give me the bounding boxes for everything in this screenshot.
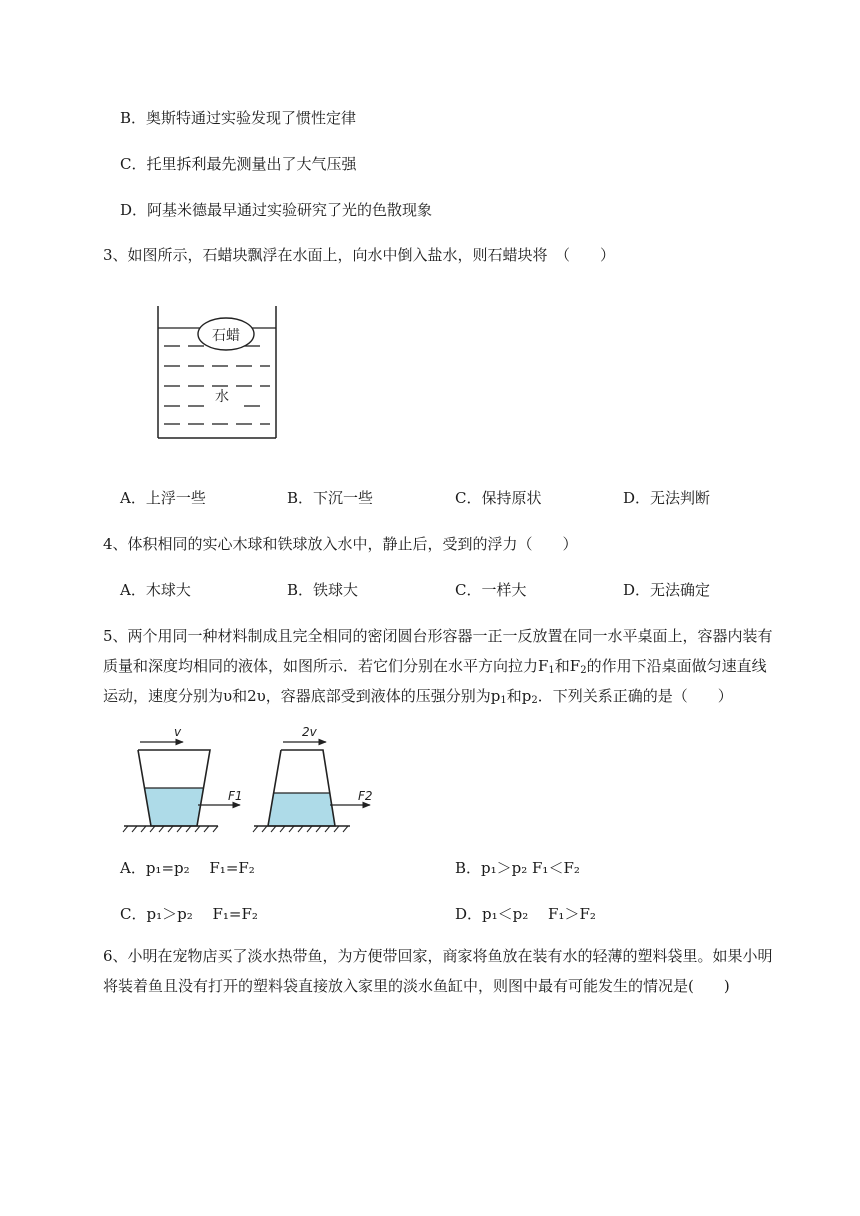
q3-stem: 3、如图所示，石蜡块飘浮在水面上，向水中倒入盐水，则石蜡块将 （ ） xyxy=(103,246,616,264)
q5-option-b: B．p₁＞p₂ F₁＜F₂ xyxy=(455,859,580,877)
q5-stem-line3: 运动，速度分别为υ和2υ，容器底部受到液体的压强分别为$p_1$和$p_2$．下列关系正确的是（ ） xyxy=(103,687,733,706)
q3-option-d: D．无法判断 xyxy=(623,489,711,507)
q5-option-c: C．p₁＞p₂ F₁=F₂ xyxy=(120,905,258,923)
force-label-1: F1 xyxy=(228,789,243,803)
q2-option-d: D．阿基米德最早通过实验研究了光的色散现象 xyxy=(120,201,433,219)
water-label: 水 xyxy=(215,389,229,405)
q5-figure-containers xyxy=(118,722,388,834)
container-2-water xyxy=(268,793,335,826)
q5-stem-line1: 5、两个用同一种材料制成且完全相同的密闭圆台形容器一正一反放置在同一水平桌面上，容器内装有 xyxy=(103,627,773,645)
q6-stem-line1: 6、小明在宠物店买了淡水热带鱼，为方便带回家，商家将鱼放在装有水的轻薄的塑料袋里。如果小明 xyxy=(103,947,773,965)
wax-label: 石蜡 xyxy=(212,328,240,344)
container-1-water xyxy=(145,788,204,826)
q3-option-a: A．上浮一些 xyxy=(120,489,206,507)
q3-option-b: B．下沉一些 xyxy=(287,489,374,507)
q2-option-c: C．托里拆利最先测量出了大气压强 xyxy=(120,155,357,173)
q4-option-b: B．铁球大 xyxy=(287,581,359,599)
q4-option-c: C．一样大 xyxy=(455,581,527,599)
force-label-2: F2 xyxy=(358,789,373,803)
q3-figure-beaker xyxy=(152,300,282,445)
q4-stem: 4、体积相同的实心木球和铁球放入水中，静止后，受到的浮力（ ） xyxy=(103,535,578,553)
q5-stem-line2: 质量和深度均相同的液体，如图所示．若它们分别在水平方向拉力$F_1$和$F_2$的作用下沿桌面做匀速直线 xyxy=(103,657,767,676)
q4-option-d: D．无法确定 xyxy=(623,581,711,599)
q5-option-d: D．p₁＜p₂ F₁＞F₂ xyxy=(455,905,596,923)
q6-stem-line2: 将装着鱼且没有打开的塑料袋直接放入家里的淡水鱼缸中，则图中最有可能发生的情况是( ) xyxy=(103,977,730,995)
velocity-label-2: 2v xyxy=(302,725,317,739)
q3-option-c: C．保持原状 xyxy=(455,489,542,507)
velocity-label-1: v xyxy=(174,725,182,739)
q5-option-a: A．p₁=p₂ F₁=F₂ xyxy=(120,859,255,877)
q2-option-b: B．奥斯特通过实验发现了惯性定律 xyxy=(120,109,357,127)
q4-option-a: A．木球大 xyxy=(120,581,191,599)
